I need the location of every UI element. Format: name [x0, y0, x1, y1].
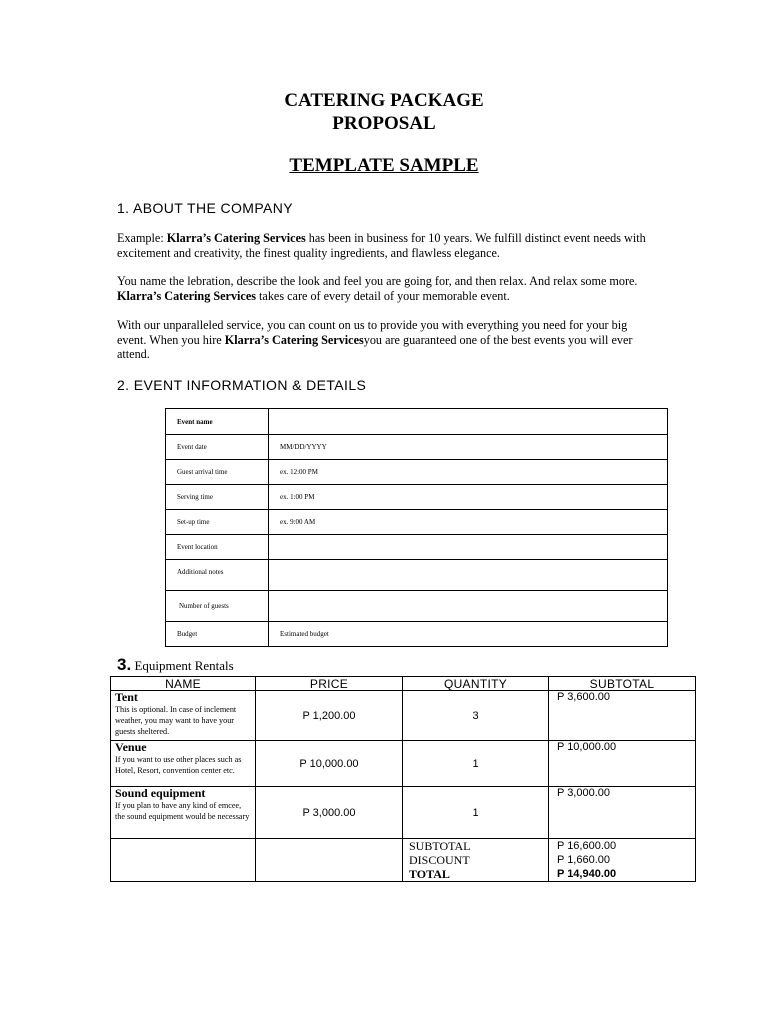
item-description: This is optional. In case of inclement weather, you may want to have your guests sheltered.: [115, 705, 237, 736]
section2-heading: 2. EVENT INFORMATION & DETAILS: [117, 377, 367, 393]
item-name-cell: [111, 691, 256, 741]
totals-labels: [403, 839, 549, 882]
event-label: Event date: [166, 435, 269, 460]
event-value[interactable]: [269, 560, 668, 591]
total-value: P 14,940.00: [557, 868, 617, 880]
p3-prefix: With our unparalleled service, you can count on us to provide you with everything you need for your big event. When you hire: [117, 318, 628, 347]
event-label: Event location: [166, 535, 269, 560]
item-subtotal: P 10,000.00: [549, 741, 696, 787]
event-details-table: [165, 408, 668, 647]
table-row: [166, 460, 668, 485]
column-header-price: PRICE: [256, 677, 403, 691]
table-row: [166, 409, 668, 435]
event-value[interactable]: MM/DD/YYYY: [269, 435, 668, 460]
company-name: Klarra’s Catering Services: [224, 332, 364, 347]
event-label: Number of guests: [166, 591, 269, 622]
event-value[interactable]: [269, 409, 668, 435]
item-subtotal: P 3,000.00: [549, 787, 696, 839]
event-name-label: Event name: [177, 417, 213, 426]
about-paragraph-3: [117, 318, 657, 362]
table-row: [166, 622, 668, 647]
item-subtotal: P 3,600.00: [549, 691, 696, 741]
about-paragraph-1: [117, 231, 657, 260]
table-row: [111, 787, 696, 839]
table-row: [166, 485, 668, 510]
item-quantity: 1: [403, 741, 549, 787]
p3-suffix: you are guaranteed one of the best events you will ever attend.: [117, 332, 633, 362]
subtotal-label: SUBTOTAL: [409, 839, 471, 853]
discount-label: DISCOUNT: [409, 853, 470, 867]
document-title-line1: CATERING PACKAGE: [284, 90, 484, 111]
section3-heading: [117, 655, 234, 676]
p2-suffix: takes care of every detail of your memorable event.: [255, 288, 510, 303]
event-value[interactable]: Estimated budget: [269, 622, 668, 647]
p2-prefix: You name the lebration, describe the look and feel you are going for, and then relax. And relax some more.: [117, 274, 638, 288]
event-label: [166, 409, 269, 435]
item-name: Sound equipment: [115, 786, 206, 800]
event-label: Budget: [166, 622, 269, 647]
item-quantity: 3: [403, 691, 549, 741]
table-row: [166, 510, 668, 535]
item-price: P 3,000.00: [256, 787, 403, 839]
empty-cell: [256, 839, 403, 882]
section3-title: Equipment Rentals: [131, 658, 234, 673]
item-price: P 10,000.00: [256, 741, 403, 787]
event-value[interactable]: [269, 591, 668, 622]
subtotal-value: P 16,600.00: [557, 840, 617, 852]
company-name: Klarra’s Catering Services: [166, 231, 306, 245]
equipment-table: [110, 676, 696, 882]
item-name: Tent: [115, 690, 138, 704]
company-name: Klarra’s Catering Services: [117, 288, 256, 303]
item-name-cell: [111, 741, 256, 787]
empty-cell: [111, 839, 256, 882]
section1-heading: 1. ABOUT THE COMPANY: [117, 200, 294, 216]
table-row: [111, 741, 696, 787]
table-header-row: [111, 677, 696, 691]
totals-values: [549, 839, 696, 882]
discount-value: P 1,660.00: [557, 854, 611, 866]
table-row: [166, 560, 668, 591]
item-price: P 1,200.00: [256, 691, 403, 741]
total-label: TOTAL: [409, 867, 450, 881]
event-label: Set-up time: [166, 510, 269, 535]
event-value[interactable]: ex. 1:00 PM: [269, 485, 668, 510]
event-label: Guest arrival time: [166, 460, 269, 485]
column-header-quantity: QUANTITY: [403, 677, 549, 691]
event-value[interactable]: ex. 9:00 AM: [269, 510, 668, 535]
item-name: Venue: [115, 740, 147, 754]
p1-prefix: Example:: [117, 231, 167, 245]
event-value[interactable]: ex. 12:00 PM: [269, 460, 668, 485]
column-header-name: NAME: [111, 677, 256, 691]
document-subtitle: TEMPLATE SAMPLE: [289, 155, 479, 176]
item-name-cell: [111, 787, 256, 839]
event-label: Serving time: [166, 485, 269, 510]
item-quantity: 1: [403, 787, 549, 839]
p1-suffix: has been in business for 10 years. We fulfill distinct event needs with excitement and creativity, the finest quality ingredients, and flawless elegance.: [117, 231, 646, 260]
event-label: Additional notes: [166, 560, 269, 591]
item-description: If you want to use other places such as Hotel, Resort, convention center etc.: [115, 755, 242, 775]
section3-number: 3.: [117, 655, 132, 674]
document-title-line2: PROPOSAL: [332, 113, 436, 134]
table-row: [166, 591, 668, 622]
table-row: [111, 691, 696, 741]
item-description: If you plan to have any kind of emcee, the sound equipment would be necessary: [115, 801, 250, 821]
about-paragraph-2: [117, 274, 657, 303]
table-row: [166, 535, 668, 560]
column-header-subtotal: SUBTOTAL: [549, 677, 696, 691]
totals-row: [111, 839, 696, 882]
table-row: [166, 435, 668, 460]
event-value[interactable]: [269, 535, 668, 560]
